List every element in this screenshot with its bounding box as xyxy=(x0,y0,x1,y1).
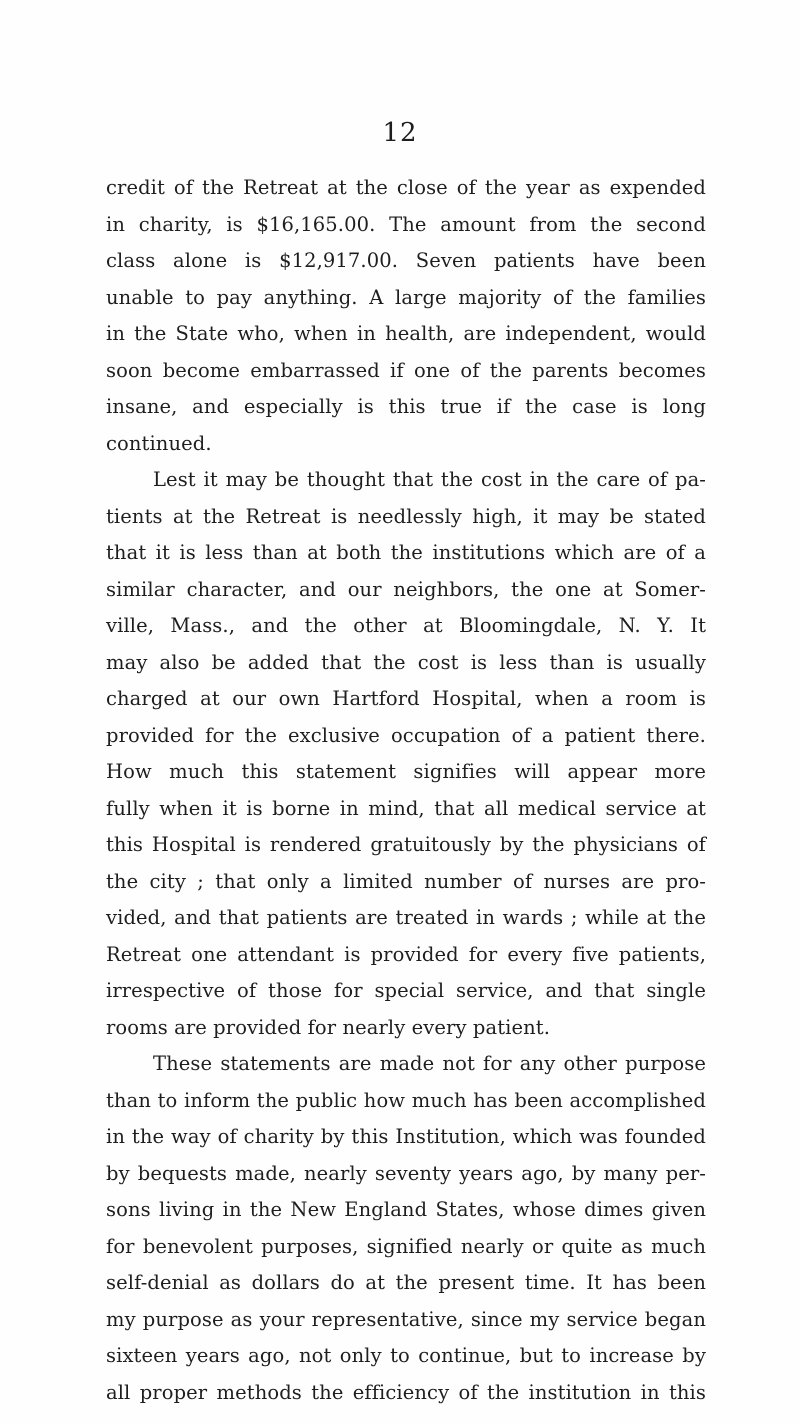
text-line: my purpose as your representative, since my service began xyxy=(106,1307,706,1331)
text-line: sixteen years ago, not only to continue, but to increase by xyxy=(106,1344,706,1367)
text-line: in the State who, when in health, are independent, would xyxy=(106,322,706,345)
text-line: by bequests made, nearly seventy years ago, by many per- xyxy=(106,1161,706,1185)
text-line: than to inform the public how much has been accomplished xyxy=(106,1088,706,1112)
text-line: all proper methods the efficiency of the institution in this xyxy=(106,1380,706,1404)
text-line: may also be added that the cost is less than is usually xyxy=(106,650,706,674)
paragraph-start-line: These statements are made not for any other purpose xyxy=(153,1052,706,1075)
text-line: vided, and that patients are treated in wards ; while at the xyxy=(106,906,706,929)
page-number: 12 xyxy=(382,118,418,148)
text-line: provided for the exclusive occupation of a patient there. xyxy=(106,723,706,747)
text-line: charged at our own Hartford Hospital, when a room is xyxy=(106,687,706,710)
body-text xyxy=(106,170,706,1411)
text-line: sons living in the New England States, whose dimes given xyxy=(106,1198,706,1221)
text-line: for benevolent purposes, signified nearly or quite as much xyxy=(106,1234,706,1258)
text-line: the city ; that only a limited number of nurses are pro- xyxy=(106,869,706,893)
text-line: class alone is $12,917.00. Seven patients have been xyxy=(106,249,706,272)
text-line: irrespective of those for special service, and that single xyxy=(106,979,706,1002)
text-line: ville, Mass., and the other at Bloomingdale, N. Y. It xyxy=(106,614,706,637)
text-line: credit of the Retreat at the close of the year as expended xyxy=(106,176,706,199)
text-line: self-denial as dollars do at the present time. It has been xyxy=(106,1271,706,1294)
text-line: How much this statement signifies will appear more xyxy=(106,760,706,783)
text-line: continued. xyxy=(106,431,212,455)
text-line: tients at the Retreat is needlessly high, it may be stated xyxy=(106,504,706,528)
text-line: soon become embarrassed if one of the parents becomes xyxy=(106,358,706,382)
text-line: rooms are provided for nearly every patient. xyxy=(106,1015,551,1039)
text-line: fully when it is borne in mind, that all medical service at xyxy=(106,796,706,820)
text-line: in the way of charity by this Institution, which was founded xyxy=(106,1125,706,1148)
text-line: insane, and especially is this true if the case is long xyxy=(106,395,706,418)
text-line: in charity, is $16,165.00. The amount from the second xyxy=(106,212,706,236)
paragraph-start-line: Lest it may be thought that the cost in the care of pa- xyxy=(153,468,706,491)
text-line: unable to pay anything. A large majority of the families xyxy=(106,285,706,309)
text-line: this Hospital is rendered gratuitously by the physicians of xyxy=(106,833,706,856)
text-line: similar character, and our neighbors, the one at Somer- xyxy=(106,577,706,601)
text-line: Retreat one attendant is provided for every five patients, xyxy=(106,942,706,966)
text-line: that it is less than at both the institutions which are of a xyxy=(106,541,706,564)
